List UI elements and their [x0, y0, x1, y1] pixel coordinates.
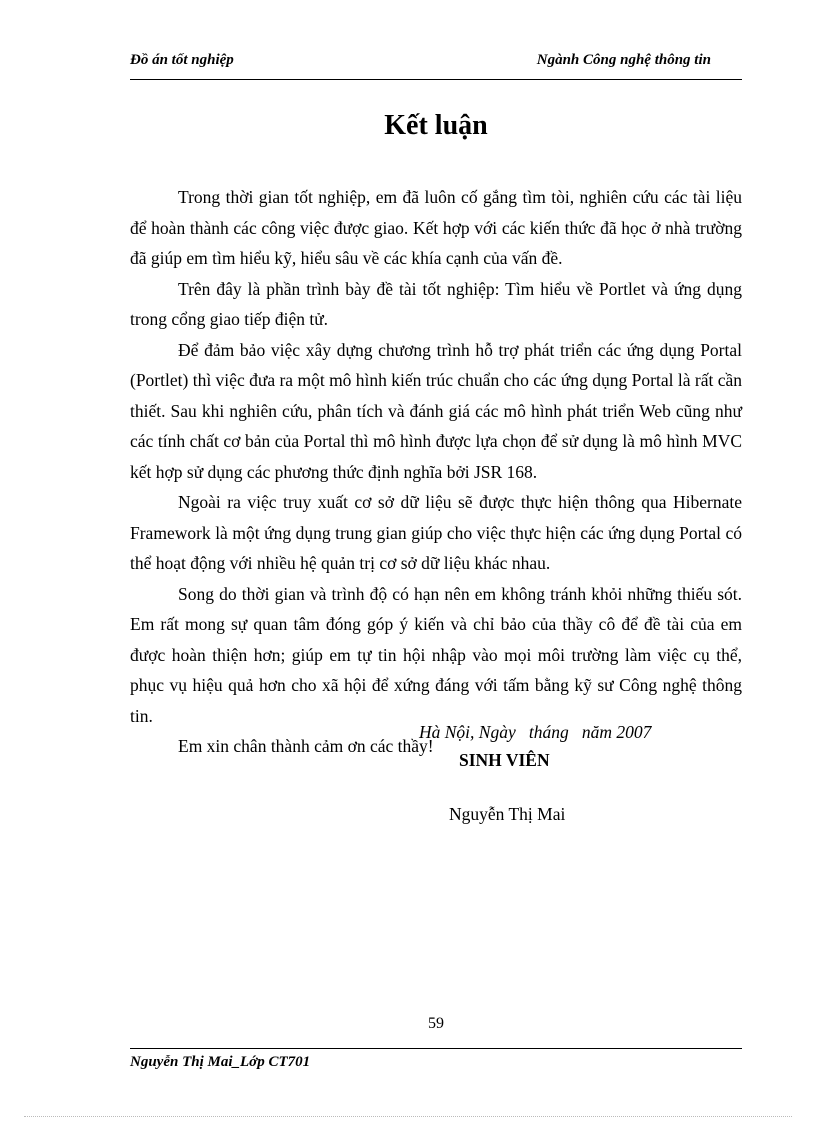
- header-document-type: Đồ án tốt nghiệp: [130, 52, 234, 68]
- page-header: [130, 52, 742, 74]
- page-number: 59: [428, 1015, 444, 1032]
- paragraph-6: Em xin chân thành cảm ơn các thầy!: [178, 736, 434, 756]
- paragraph-3: Để đảm bảo việc xây dựng chương trình hỗ trợ phát triển các ứng dụng Portal (Portlet) thì việc đưa ra một mô hình kiến trúc chuẩn cho các ứng dụng Portal là rất cần thiết. Sau khi nghiên cứu, phân tích và đánh giá các mô hình phát triển Web cũng như các tính chất cơ bản của Portal thì mô hình được lựa chọn để sử dụng là mô hình MVC kết hợp sử dụng các phương thức định nghĩa bởi JSR 168.: [130, 339, 742, 482]
- paragraph-5: Song do thời gian và trình độ có hạn nên em không tránh khỏi những thiếu sót. Em rất mong sự quan tâm đóng góp ý kiến và chỉ bảo của thầy cô để đề tài của em được hoàn thiện hơn; giúp em tự tin hội nhập vào mọi môi trường làm việc cụ thể, phục vụ hiệu quả hơn cho xã hội để xứng đáng với tấm bằng kỹ sư Công nghệ thông tin.: [130, 583, 742, 726]
- signature-date: Hà Nội, Ngày tháng năm 2007: [419, 722, 652, 742]
- signature-name: Nguyễn Thị Mai: [449, 804, 566, 824]
- header-divider: [130, 79, 742, 80]
- paragraph-4: Ngoài ra việc truy xuất cơ sở dữ liệu sẽ được thực hiện thông qua Hibernate Framework là một ứng dụng trung gian giúp cho việc thực hiện các ứng dụng Portal có thể hoạt động với nhiều hệ quản trị cơ sở dữ liệu khác nhau.: [130, 492, 742, 573]
- body-text: [130, 182, 742, 762]
- page-footer: Nguyễn Thị Mai_Lớp CT701: [130, 1054, 311, 1070]
- signature-role: SINH VIÊN: [459, 750, 550, 770]
- page-title: Kết luận: [384, 110, 488, 141]
- paragraph-2: Trên đây là phần trình bày đề tài tốt nghiệp: Tìm hiểu về Portlet và ứng dụng trong cổng giao tiếp điện tử.: [130, 278, 742, 329]
- header-department: Ngành Công nghệ thông tin: [536, 52, 711, 68]
- paragraph-1: Trong thời gian tốt nghiệp, em đã luôn cố gắng tìm tòi, nghiên cứu các tài liệu để hoàn thành các công việc được giao. Kết hợp với các kiến thức đã học ở nhà trường đã giúp em tìm hiểu kỹ, hiểu sâu về các khía cạnh của vấn đề.: [130, 187, 742, 268]
- footer-divider: [130, 1048, 742, 1049]
- page-edge-divider: [24, 1116, 792, 1117]
